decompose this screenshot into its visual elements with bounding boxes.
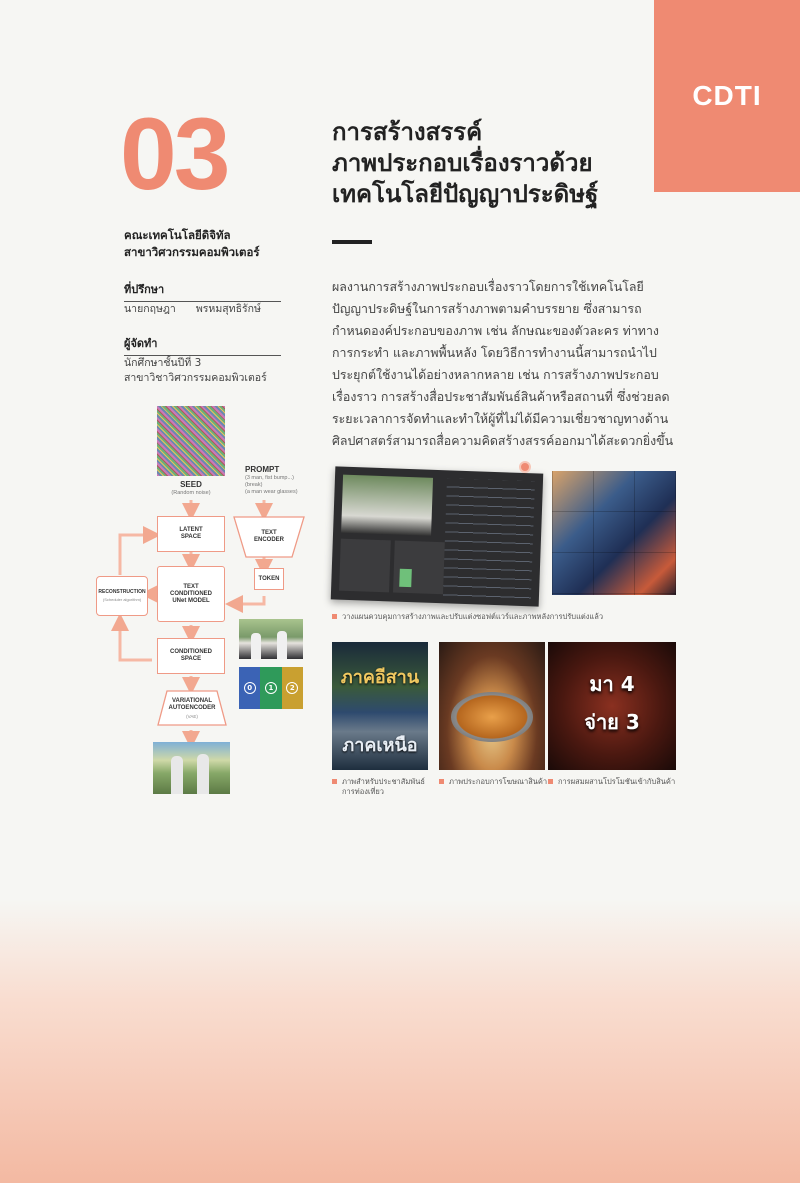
pin-icon — [519, 461, 531, 473]
vae-subtitle: (VAE) — [186, 714, 198, 719]
screenshot-bar — [399, 569, 412, 587]
promo-text-bottom: จ่าย 3 — [584, 710, 640, 734]
figure-shape — [171, 756, 183, 794]
hotpot-shape — [451, 692, 533, 742]
promo-text-top: มา 4 — [589, 672, 635, 696]
screenshot-panel — [339, 539, 391, 593]
seed-noise-image — [157, 406, 225, 476]
token-digit: 2 — [286, 682, 298, 694]
software-screenshot — [331, 466, 544, 606]
figure-shape — [277, 631, 287, 659]
caption-top — [332, 612, 662, 622]
faculty-name: คณะเทคโนโลยีดิจิทัล — [124, 228, 231, 242]
caption-marker — [439, 779, 444, 784]
title-line: ภาพประกอบเรื่องราวด้วย — [332, 149, 593, 177]
seed-label: SEED — [180, 480, 202, 489]
conditioned-space-box: CONDITIONED SPACE — [157, 638, 225, 674]
screenshot-preview — [341, 475, 433, 536]
body-text: ผลงานการสร้างภาพประกอบเรื่องราวโดยการใช้เทคโนโลยีปัญญาประดิษฐ์ในการสร้างภาพตามคำบรรยาย ซึ่งสามารถกำหนดองค์ประกอบของภาพ เช่น ลักษณะของตัวละคร ท่าทาง การกระทำ และภาพพื้นหลัง โดยวิธีการทำงานนี้สามารถนำไปประยุกต์ใช้งานได้อย่างหลากหลาย เช่น การสร้างภาพประกอบเรื่องราว การสร้างสื่อประชาสัมพันธ์สินค้าหรือสถานที่ ซึ่งช่วยลดระยะเวลาการจัดทำและทำให้ผู้ที่ไม่ได้มีความเชี่ยวชาญทางด้านศิลปศาสตร์สามารถสื่อความคิดสร้างสรรค์ออกมาได้สะดวกยิ่งขึ้น — [332, 279, 674, 448]
tourism-image — [332, 642, 428, 770]
caption-text: ภาพสำหรับประชาสัมพันธ์การท่องเที่ยว — [342, 777, 425, 796]
cdti-tag — [654, 0, 800, 192]
reconstruction-label: RECONSTRUCTION — [98, 589, 146, 595]
token-digit: 0 — [244, 682, 256, 694]
producer-info — [124, 356, 294, 386]
screenshot-panel — [393, 541, 445, 595]
token-tile-green — [260, 667, 281, 709]
prompt-label: PROMPT — [245, 465, 280, 474]
title-divider — [332, 240, 372, 244]
producer-heading: ผู้จัดทำ — [124, 334, 281, 356]
project-number: 03 — [120, 97, 228, 211]
screenshot-notes — [443, 478, 535, 599]
caption-tourism — [332, 777, 432, 797]
caption-food — [439, 777, 549, 787]
title-line: เทคโนโลยีปัญญาประดิษฐ์ — [332, 180, 599, 208]
producer-line: นักศึกษาชั้นปีที่ 3 — [124, 357, 202, 369]
promo-image — [548, 642, 676, 770]
figure-shape — [197, 754, 209, 794]
caption-marker — [332, 779, 337, 784]
reconstruction-subtitle: (Scheduler algorithm) — [102, 597, 142, 602]
caption-marker — [548, 779, 553, 784]
caption-text: ภาพประกอบการโฆษณาสินค้า — [449, 777, 548, 786]
title-line: การสร้างสรรค์ — [332, 118, 483, 146]
reconstruction-box — [96, 576, 148, 616]
token-tile-yellow — [282, 667, 303, 709]
advisor-name: นายกฤษฎา พรหมสุทธิรักษ์ — [124, 303, 261, 315]
output-image — [153, 742, 230, 794]
tourism-title-bottom: ภาคเหนือ — [342, 735, 418, 756]
prompt-subtitle: (3 man, fist bump...) (break) (a man wear glasses) — [245, 475, 298, 495]
caption-promo — [548, 777, 678, 787]
tourism-title-top: ภาคอีสาน — [340, 667, 420, 688]
token-digit: 1 — [265, 682, 277, 694]
prompt-photo — [239, 619, 303, 659]
figure-shape — [251, 633, 261, 659]
latent-space-box: LATENT SPACE — [157, 516, 225, 552]
advisor-heading: ที่ปรึกษา — [124, 280, 281, 302]
token-tile-blue — [239, 667, 260, 709]
department-name: สาขาวิศวกรรมคอมพิวเตอร์ — [124, 245, 260, 259]
unet-model-box: TEXT CONDITIONED UNet MODEL — [157, 566, 225, 622]
food-ad-image — [439, 642, 545, 770]
faculty-block — [124, 227, 284, 261]
tag-label: CDTI — [692, 80, 762, 111]
caption-marker — [332, 614, 337, 619]
producer-line: สาขาวิชาวิศวกรรมคอมพิวเตอร์ — [124, 372, 267, 384]
caption-text: วางแผนควบคุมการสร้างภาพและปรับแต่งซอฟต์แวร์และภาพหลังการปรับแต่งแล้ว — [342, 612, 604, 621]
token-tiles — [239, 667, 303, 709]
caption-text: การผสมผสานโปรโมชันเข้ากับสินค้า — [558, 777, 676, 786]
story-collage-image — [552, 471, 676, 595]
vae-label: VARIATIONAL AUTOENCODER — [168, 698, 216, 711]
token-box: TOKEN — [254, 568, 284, 590]
seed-subtitle: (Random noise) — [171, 490, 211, 496]
page-title — [332, 117, 652, 210]
text-encoder-label: TEXT ENCODER — [253, 530, 284, 543]
